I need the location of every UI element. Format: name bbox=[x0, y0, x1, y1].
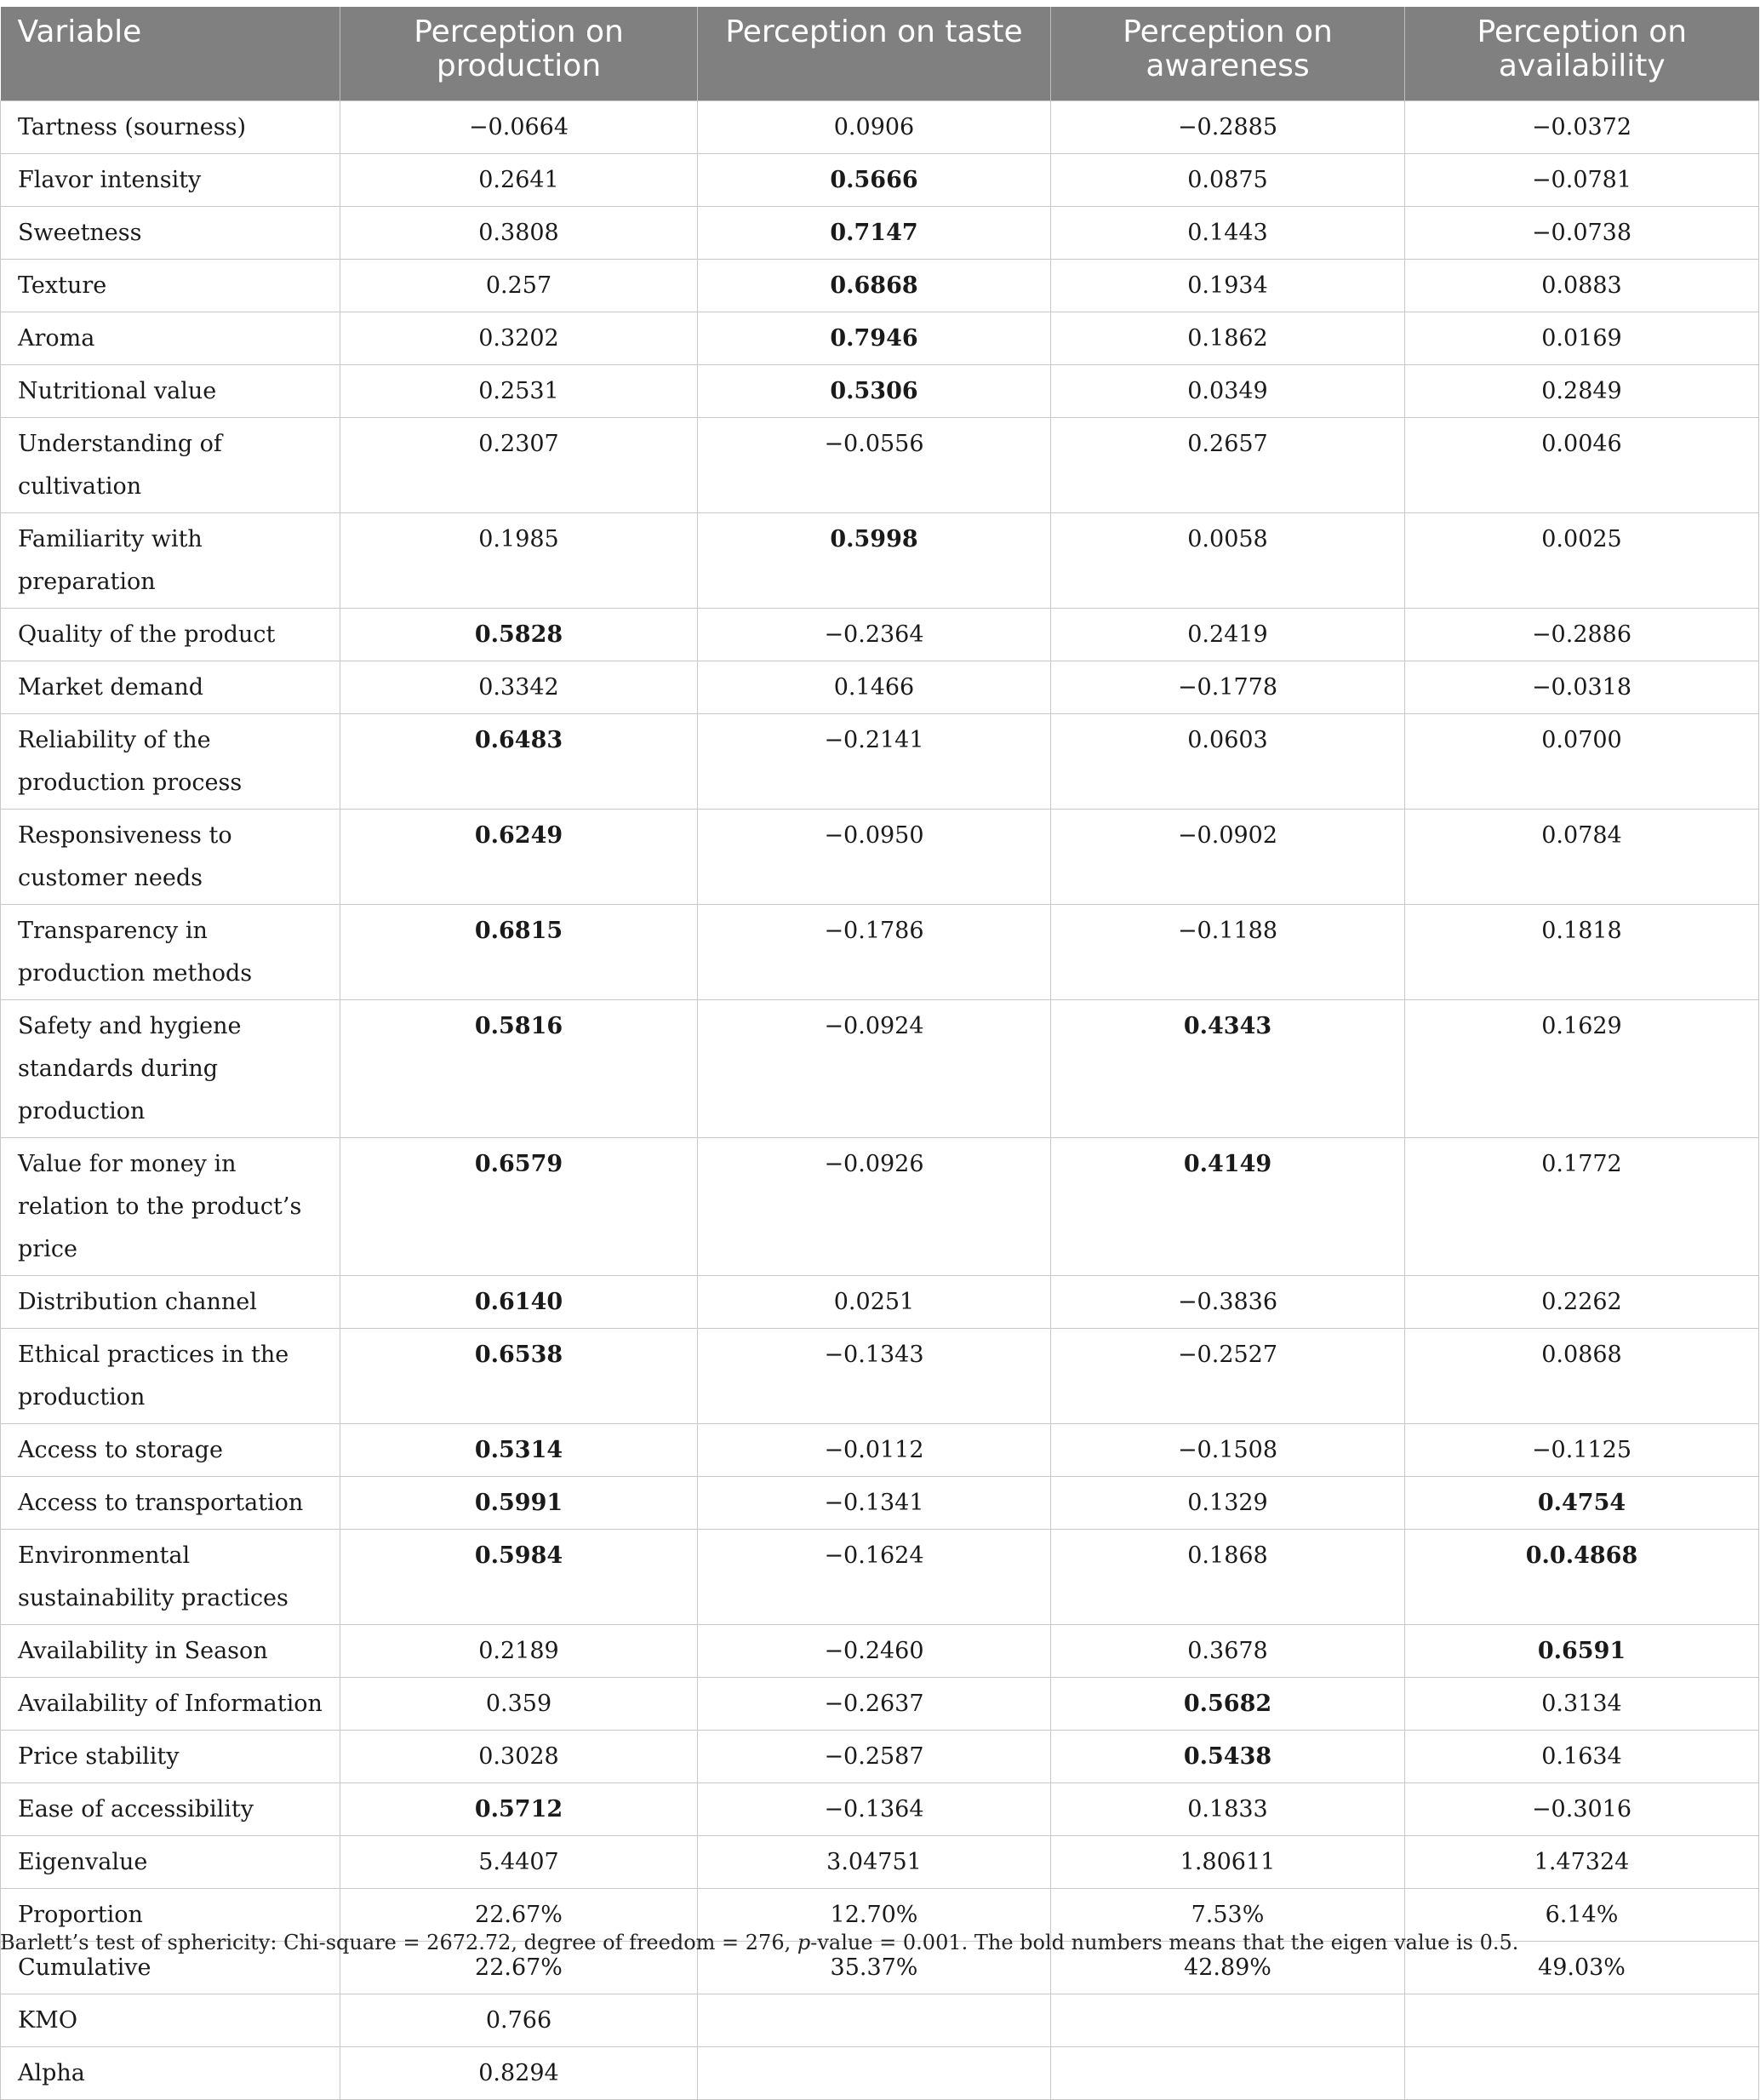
awareness-value-cell: −0.1508 bbox=[1051, 1423, 1405, 1476]
availability-value-cell: 0.0700 bbox=[1405, 713, 1759, 809]
variable-cell: Alpha bbox=[1, 2046, 340, 2099]
table-row bbox=[1, 1328, 1759, 1423]
production-value-cell: 0.5712 bbox=[340, 1782, 698, 1835]
awareness-value-cell: 7.53% bbox=[1051, 1888, 1405, 1941]
variable-cell: Availability in Season bbox=[1, 1624, 340, 1677]
awareness-value-cell: 0.4149 bbox=[1051, 1137, 1405, 1275]
production-value-cell: 0.2307 bbox=[340, 417, 698, 512]
awareness-value-cell bbox=[1051, 2046, 1405, 2099]
variable-cell: Understanding of cultivation bbox=[1, 417, 340, 512]
factor-loadings-table bbox=[0, 7, 1759, 2100]
availability-value-cell bbox=[1405, 1994, 1759, 2046]
awareness-value-cell: 0.0058 bbox=[1051, 512, 1405, 608]
production-value-cell: 22.67% bbox=[340, 1941, 698, 1994]
availability-value-cell: 6.14% bbox=[1405, 1888, 1759, 1941]
taste-value-cell: −0.0950 bbox=[698, 809, 1051, 904]
table-header-row bbox=[1, 7, 1759, 100]
production-value-cell: −0.0664 bbox=[340, 100, 698, 153]
table-row bbox=[1, 1275, 1759, 1328]
taste-value-cell: −0.1786 bbox=[698, 904, 1051, 999]
production-value-cell: 0.6815 bbox=[340, 904, 698, 999]
taste-value-cell: 12.70% bbox=[698, 1888, 1051, 1941]
table-row bbox=[1, 259, 1759, 312]
awareness-value-cell: −0.3836 bbox=[1051, 1275, 1405, 1328]
column-header-taste: Perception on taste bbox=[698, 7, 1051, 100]
variable-cell: Safety and hygiene standards during production bbox=[1, 999, 340, 1137]
availability-value-cell: 0.3134 bbox=[1405, 1677, 1759, 1730]
taste-value-cell bbox=[698, 1994, 1051, 2046]
production-value-cell: 0.3028 bbox=[340, 1730, 698, 1782]
production-value-cell: 22.67% bbox=[340, 1888, 698, 1941]
table-row bbox=[1, 1423, 1759, 1476]
table-row bbox=[1, 1835, 1759, 1888]
taste-value-cell: −0.2141 bbox=[698, 713, 1051, 809]
production-value-cell: 0.2641 bbox=[340, 153, 698, 206]
variable-cell: Nutritional value bbox=[1, 364, 340, 417]
production-value-cell: 0.3808 bbox=[340, 206, 698, 259]
awareness-value-cell: 1.80611 bbox=[1051, 1835, 1405, 1888]
taste-value-cell: 0.0251 bbox=[698, 1275, 1051, 1328]
variable-cell: Proportion bbox=[1, 1888, 340, 1941]
variable-cell: Ease of accessibility bbox=[1, 1782, 340, 1835]
column-header-availability: Perception on availability bbox=[1405, 7, 1759, 100]
availability-value-cell: −0.0372 bbox=[1405, 100, 1759, 153]
availability-value-cell: 0.1629 bbox=[1405, 999, 1759, 1137]
table-row bbox=[1, 1994, 1759, 2046]
taste-value-cell: −0.2587 bbox=[698, 1730, 1051, 1782]
awareness-value-cell: 0.0603 bbox=[1051, 713, 1405, 809]
variable-cell: Price stability bbox=[1, 1730, 340, 1782]
taste-value-cell bbox=[698, 2046, 1051, 2099]
variable-cell: Cumulative bbox=[1, 1941, 340, 1994]
production-value-cell: 0.5816 bbox=[340, 999, 698, 1137]
taste-value-cell: −0.0924 bbox=[698, 999, 1051, 1137]
table-row bbox=[1, 1624, 1759, 1677]
variable-cell: Texture bbox=[1, 259, 340, 312]
table-row bbox=[1, 608, 1759, 661]
variable-cell: Availability of Information bbox=[1, 1677, 340, 1730]
taste-value-cell: −0.2364 bbox=[698, 608, 1051, 661]
awareness-value-cell: 0.0349 bbox=[1051, 364, 1405, 417]
variable-cell: Distribution channel bbox=[1, 1275, 340, 1328]
awareness-value-cell: 0.1833 bbox=[1051, 1782, 1405, 1835]
availability-value-cell: −0.1125 bbox=[1405, 1423, 1759, 1476]
table-body bbox=[1, 100, 1759, 2099]
awareness-value-cell: −0.0902 bbox=[1051, 809, 1405, 904]
awareness-value-cell: 0.4343 bbox=[1051, 999, 1405, 1137]
production-value-cell: 0.1985 bbox=[340, 512, 698, 608]
taste-value-cell: 0.5998 bbox=[698, 512, 1051, 608]
production-value-cell: 0.5314 bbox=[340, 1423, 698, 1476]
table-row bbox=[1, 364, 1759, 417]
table-row bbox=[1, 809, 1759, 904]
variable-cell: Reliability of the production process bbox=[1, 713, 340, 809]
table-row bbox=[1, 904, 1759, 999]
production-value-cell: 0.2531 bbox=[340, 364, 698, 417]
table-row bbox=[1, 417, 1759, 512]
production-value-cell: 0.257 bbox=[340, 259, 698, 312]
awareness-value-cell: 0.1862 bbox=[1051, 312, 1405, 364]
awareness-value-cell: −0.2885 bbox=[1051, 100, 1405, 153]
taste-value-cell: 0.7147 bbox=[698, 206, 1051, 259]
availability-value-cell: 0.0169 bbox=[1405, 312, 1759, 364]
availability-value-cell: 0.4754 bbox=[1405, 1476, 1759, 1529]
awareness-value-cell: −0.1778 bbox=[1051, 661, 1405, 713]
table-row bbox=[1, 206, 1759, 259]
production-value-cell: 0.5991 bbox=[340, 1476, 698, 1529]
production-value-cell: 0.5828 bbox=[340, 608, 698, 661]
availability-value-cell: 0.0046 bbox=[1405, 417, 1759, 512]
footnote-p-italic: p bbox=[797, 1931, 811, 1954]
awareness-value-cell: 0.0875 bbox=[1051, 153, 1405, 206]
availability-value-cell: 0.0784 bbox=[1405, 809, 1759, 904]
variable-cell: KMO bbox=[1, 1994, 340, 2046]
production-value-cell: 0.3342 bbox=[340, 661, 698, 713]
production-value-cell: 5.4407 bbox=[340, 1835, 698, 1888]
production-value-cell: 0.6483 bbox=[340, 713, 698, 809]
awareness-value-cell bbox=[1051, 1994, 1405, 2046]
table-row bbox=[1, 1476, 1759, 1529]
awareness-value-cell: −0.1188 bbox=[1051, 904, 1405, 999]
taste-value-cell: 0.5666 bbox=[698, 153, 1051, 206]
variable-cell: Access to storage bbox=[1, 1423, 340, 1476]
table-row bbox=[1, 312, 1759, 364]
taste-value-cell: −0.1343 bbox=[698, 1328, 1051, 1423]
awareness-value-cell: 0.3678 bbox=[1051, 1624, 1405, 1677]
footnote-text-end: -value = 0.001. The bold numbers means that the eigen value is 0.5. bbox=[810, 1931, 1519, 1954]
taste-value-cell: 35.37% bbox=[698, 1941, 1051, 1994]
availability-value-cell: 0.2849 bbox=[1405, 364, 1759, 417]
awareness-value-cell: 0.5682 bbox=[1051, 1677, 1405, 1730]
availability-value-cell: −0.3016 bbox=[1405, 1782, 1759, 1835]
variable-cell: Aroma bbox=[1, 312, 340, 364]
taste-value-cell: 0.6868 bbox=[698, 259, 1051, 312]
production-value-cell: 0.6140 bbox=[340, 1275, 698, 1328]
variable-cell: Market demand bbox=[1, 661, 340, 713]
awareness-value-cell: 0.1934 bbox=[1051, 259, 1405, 312]
production-value-cell: 0.6579 bbox=[340, 1137, 698, 1275]
table-row bbox=[1, 661, 1759, 713]
availability-value-cell: 0.0868 bbox=[1405, 1328, 1759, 1423]
variable-cell: Transparency in production methods bbox=[1, 904, 340, 999]
availability-value-cell: 0.1634 bbox=[1405, 1730, 1759, 1782]
availability-value-cell: 0.1818 bbox=[1405, 904, 1759, 999]
production-value-cell: 0.3202 bbox=[340, 312, 698, 364]
column-header-awareness: Perception on awareness bbox=[1051, 7, 1405, 100]
variable-cell: Tartness (sourness) bbox=[1, 100, 340, 153]
availability-value-cell: 0.6591 bbox=[1405, 1624, 1759, 1677]
table-row bbox=[1, 999, 1759, 1137]
availability-value-cell: 49.03% bbox=[1405, 1941, 1759, 1994]
awareness-value-cell: 0.5438 bbox=[1051, 1730, 1405, 1782]
awareness-value-cell: 0.2419 bbox=[1051, 608, 1405, 661]
column-header-variable: Variable bbox=[1, 7, 340, 100]
table-row bbox=[1, 100, 1759, 153]
variable-cell: Familiarity with preparation bbox=[1, 512, 340, 608]
availability-value-cell: 0.2262 bbox=[1405, 1275, 1759, 1328]
availability-value-cell: −0.0738 bbox=[1405, 206, 1759, 259]
table-row bbox=[1, 1137, 1759, 1275]
production-value-cell: 0.2189 bbox=[340, 1624, 698, 1677]
taste-value-cell: 0.7946 bbox=[698, 312, 1051, 364]
table-row bbox=[1, 1529, 1759, 1624]
availability-value-cell bbox=[1405, 2046, 1759, 2099]
availability-value-cell: −0.0781 bbox=[1405, 153, 1759, 206]
variable-cell: Flavor intensity bbox=[1, 153, 340, 206]
table-footnote bbox=[0, 1931, 1758, 1954]
taste-value-cell: 3.04751 bbox=[698, 1835, 1051, 1888]
taste-value-cell: −0.0926 bbox=[698, 1137, 1051, 1275]
variable-cell: Environmental sustainability practices bbox=[1, 1529, 340, 1624]
table-row bbox=[1, 713, 1759, 809]
table-row bbox=[1, 2046, 1759, 2099]
table-row bbox=[1, 1782, 1759, 1835]
availability-value-cell: 0.0.4868 bbox=[1405, 1529, 1759, 1624]
availability-value-cell: −0.0318 bbox=[1405, 661, 1759, 713]
variable-cell: Value for money in relation to the product’s price bbox=[1, 1137, 340, 1275]
awareness-value-cell: 0.1868 bbox=[1051, 1529, 1405, 1624]
production-value-cell: 0.6538 bbox=[340, 1328, 698, 1423]
variable-cell: Ethical practices in the production bbox=[1, 1328, 340, 1423]
awareness-value-cell: 42.89% bbox=[1051, 1941, 1405, 1994]
table-row bbox=[1, 153, 1759, 206]
variable-cell: Access to transportation bbox=[1, 1476, 340, 1529]
awareness-value-cell: 0.1443 bbox=[1051, 206, 1405, 259]
variable-cell: Eigenvalue bbox=[1, 1835, 340, 1888]
production-value-cell: 0.6249 bbox=[340, 809, 698, 904]
taste-value-cell: −0.1341 bbox=[698, 1476, 1051, 1529]
availability-value-cell: 0.0025 bbox=[1405, 512, 1759, 608]
taste-value-cell: −0.1364 bbox=[698, 1782, 1051, 1835]
taste-value-cell: 0.5306 bbox=[698, 364, 1051, 417]
taste-value-cell: −0.0112 bbox=[698, 1423, 1051, 1476]
table-row bbox=[1, 1730, 1759, 1782]
variable-cell: Quality of the product bbox=[1, 608, 340, 661]
production-value-cell: 0.766 bbox=[340, 1994, 698, 2046]
variable-cell: Sweetness bbox=[1, 206, 340, 259]
production-value-cell: 0.8294 bbox=[340, 2046, 698, 2099]
variable-cell: Responsiveness to customer needs bbox=[1, 809, 340, 904]
availability-value-cell: 1.47324 bbox=[1405, 1835, 1759, 1888]
availability-value-cell: −0.2886 bbox=[1405, 608, 1759, 661]
footnote-text-start: Barlett’s test of sphericity: Chi-square = 2672.72, degree of freedom = 276, bbox=[0, 1931, 797, 1954]
awareness-value-cell: 0.2657 bbox=[1051, 417, 1405, 512]
awareness-value-cell: −0.2527 bbox=[1051, 1328, 1405, 1423]
table-row bbox=[1, 1677, 1759, 1730]
taste-value-cell: −0.0556 bbox=[698, 417, 1051, 512]
taste-value-cell: 0.0906 bbox=[698, 100, 1051, 153]
production-value-cell: 0.5984 bbox=[340, 1529, 698, 1624]
awareness-value-cell: 0.1329 bbox=[1051, 1476, 1405, 1529]
taste-value-cell: −0.2637 bbox=[698, 1677, 1051, 1730]
table-row bbox=[1, 512, 1759, 608]
availability-value-cell: 0.0883 bbox=[1405, 259, 1759, 312]
production-value-cell: 0.359 bbox=[340, 1677, 698, 1730]
availability-value-cell: 0.1772 bbox=[1405, 1137, 1759, 1275]
column-header-production: Perception on production bbox=[340, 7, 698, 100]
taste-value-cell: −0.2460 bbox=[698, 1624, 1051, 1677]
taste-value-cell: −0.1624 bbox=[698, 1529, 1051, 1624]
taste-value-cell: 0.1466 bbox=[698, 661, 1051, 713]
